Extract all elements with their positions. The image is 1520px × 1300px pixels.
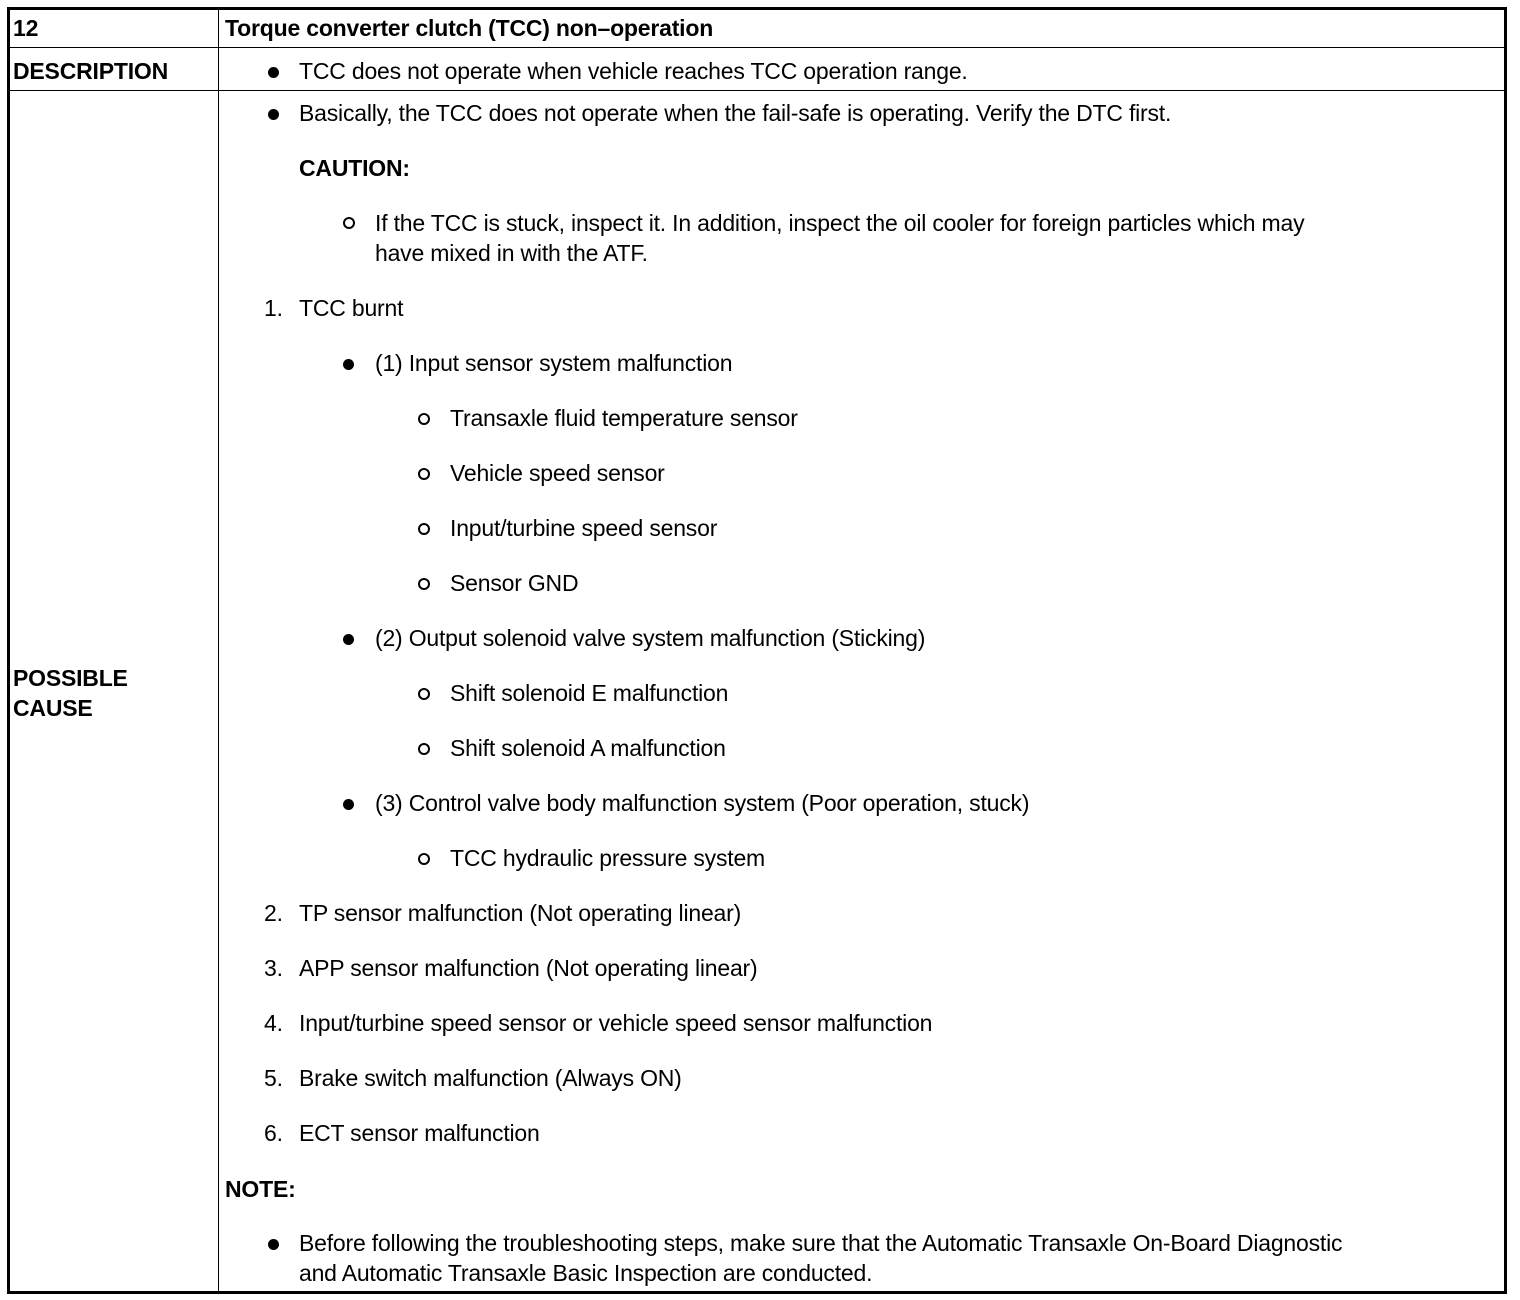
list-number: 2.: [264, 900, 283, 926]
bullet-icon: [268, 67, 279, 78]
caution-label: CAUTION:: [299, 155, 410, 181]
note-text: and Automatic Transaxle Basic Inspection are conducted.: [299, 1260, 873, 1286]
caution-text: have mixed in with the ATF.: [375, 240, 648, 266]
list-item: (1) Input sensor system malfunction: [375, 350, 733, 376]
item-number: 12: [13, 15, 39, 41]
description-label: DESCRIPTION: [13, 58, 168, 84]
list-number: 1.: [264, 295, 283, 321]
list-item: Brake switch malfunction (Always ON): [299, 1065, 682, 1091]
list-item: Input/turbine speed sensor: [450, 515, 718, 541]
note-text: Before following the troubleshooting steps, make sure that the Automatic Transaxle On-Board Diagnostic: [299, 1230, 1343, 1256]
list-item: Shift solenoid A malfunction: [450, 735, 726, 761]
list-number: 6.: [264, 1120, 283, 1146]
list-item: TCC hydraulic pressure system: [450, 845, 766, 871]
circle-bullet-icon: [418, 523, 430, 535]
circle-bullet-icon: [418, 688, 430, 700]
description-text: TCC does not operate when vehicle reaches TCC operation range.: [299, 58, 968, 84]
column-divider: [218, 7, 219, 1294]
bullet-icon: [343, 359, 354, 370]
list-item: (3) Control valve body malfunction system (Poor operation, stuck): [375, 790, 1030, 816]
circle-bullet-icon: [418, 413, 430, 425]
list-item: Sensor GND: [450, 570, 579, 596]
list-item: Input/turbine speed sensor or vehicle speed sensor malfunction: [299, 1010, 933, 1036]
list-number: 5.: [264, 1065, 283, 1091]
list-item: ECT sensor malfunction: [299, 1120, 540, 1146]
circle-bullet-icon: [418, 468, 430, 480]
circle-bullet-icon: [418, 578, 430, 590]
list-item: APP sensor malfunction (Not operating linear): [299, 955, 758, 981]
possible-cause-label: POSSIBLE: [13, 665, 128, 691]
page-title: Torque converter clutch (TCC) non–operation: [225, 15, 714, 41]
possible-cause-label: CAUSE: [13, 695, 93, 721]
list-item: Vehicle speed sensor: [450, 460, 665, 486]
list-item: Transaxle fluid temperature sensor: [450, 405, 798, 431]
circle-bullet-icon: [343, 217, 355, 229]
list-item: Shift solenoid E malfunction: [450, 680, 729, 706]
list-item: TP sensor malfunction (Not operating linear): [299, 900, 742, 926]
row-divider: [7, 47, 1507, 48]
note-label: NOTE:: [225, 1176, 296, 1202]
bullet-icon: [343, 634, 354, 645]
list-number: 4.: [264, 1010, 283, 1036]
circle-bullet-icon: [418, 743, 430, 755]
list-number: 3.: [264, 955, 283, 981]
circle-bullet-icon: [418, 853, 430, 865]
caution-text: If the TCC is stuck, inspect it. In addition, inspect the oil cooler for foreign particles which may: [375, 210, 1305, 236]
intro-text: Basically, the TCC does not operate when the fail-safe is operating. Verify the DTC first.: [299, 100, 1172, 126]
bullet-icon: [268, 109, 279, 120]
row-divider: [7, 90, 1507, 91]
list-item: TCC burnt: [299, 295, 404, 321]
bullet-icon: [268, 1239, 279, 1250]
list-item: (2) Output solenoid valve system malfunction (Sticking): [375, 625, 926, 651]
bullet-icon: [343, 799, 354, 810]
